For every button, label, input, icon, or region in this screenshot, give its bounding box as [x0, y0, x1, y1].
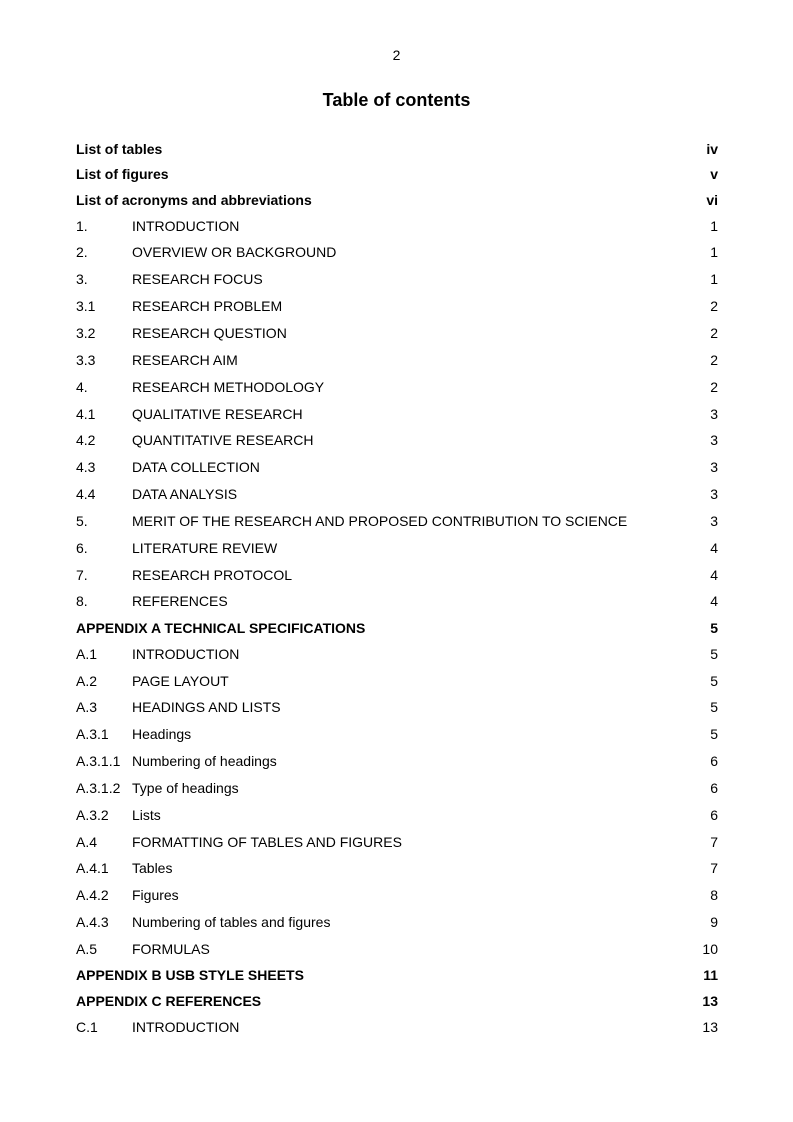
- toc-entry[interactable]: [76, 269, 718, 289]
- toc-entry-label: RESEARCH AIM: [132, 352, 238, 368]
- toc-entry-number: 1.: [76, 218, 88, 234]
- toc-entry-label: Type of headings: [132, 780, 239, 796]
- toc-entry-label: QUANTITATIVE RESEARCH: [132, 432, 314, 448]
- toc-entry-page: 7: [710, 860, 718, 876]
- toc-entry[interactable]: [76, 644, 718, 664]
- toc-entry-page: 5: [710, 699, 718, 715]
- toc-entry-label: Headings: [132, 726, 192, 742]
- toc-entry-label: OVERVIEW OR BACKGROUND: [132, 244, 337, 260]
- toc-entry[interactable]: [76, 190, 718, 210]
- toc-entry-label: APPENDIX C REFERENCES: [76, 993, 262, 1009]
- toc-entry-label: Tables: [132, 860, 173, 876]
- toc-entry-label: Numbering of tables and figures: [132, 914, 331, 930]
- toc-entry-number: C.1: [76, 1019, 98, 1035]
- toc-entry-number: A.3.1.1: [76, 753, 121, 769]
- toc-entry-label: REFERENCES: [132, 593, 228, 609]
- toc-entry-label: PAGE LAYOUT: [132, 673, 229, 689]
- toc-entry-page: 11: [703, 967, 718, 983]
- toc-entry[interactable]: [76, 377, 718, 397]
- toc-entry-page: iv: [706, 141, 718, 157]
- toc-entry[interactable]: [76, 296, 718, 316]
- toc-entry-label: APPENDIX B USB STYLE SHEETS: [76, 967, 304, 983]
- toc-entry-label: INTRODUCTION: [132, 218, 240, 234]
- toc-entry-number: 2.: [76, 244, 88, 260]
- toc-entry-label: List of figures: [76, 166, 169, 182]
- toc-entry-page: v: [710, 166, 718, 182]
- toc-entry-label: INTRODUCTION: [132, 1019, 240, 1035]
- toc-entry-number: A.4.1: [76, 860, 109, 876]
- toc-entry-page: 2: [710, 298, 718, 314]
- toc-entry-number: 3.3: [76, 352, 96, 368]
- toc-entry-number: 6.: [76, 540, 88, 556]
- toc-entry[interactable]: [76, 139, 718, 159]
- toc-entry-page: 7: [710, 834, 718, 850]
- toc-entry-number: 3.1: [76, 298, 96, 314]
- toc-entry-page: 3: [710, 459, 718, 475]
- toc-entry[interactable]: [76, 538, 718, 558]
- toc-entry-page: 2: [710, 352, 718, 368]
- toc-entry-number: 7.: [76, 567, 88, 583]
- toc-entry[interactable]: [76, 697, 718, 717]
- toc-entry-page: 5: [710, 673, 718, 689]
- toc-entry[interactable]: [76, 805, 718, 825]
- toc-entry-number: 3.: [76, 271, 88, 287]
- toc-entry-number: A.4.2: [76, 887, 109, 903]
- toc-entry-number: 4.: [76, 379, 88, 395]
- toc-entry-page: 9: [710, 914, 718, 930]
- toc-entry[interactable]: [76, 164, 718, 184]
- toc-entry-page: 4: [710, 540, 718, 556]
- toc-entry[interactable]: [76, 457, 718, 477]
- toc-entry-label: Numbering of headings: [132, 753, 277, 769]
- toc-entry[interactable]: [76, 430, 718, 450]
- toc-entry-label: MERIT OF THE RESEARCH AND PROPOSED CONTRIBUTION TO SCIENCE: [132, 513, 628, 529]
- toc-entry[interactable]: [76, 965, 718, 985]
- toc-entry-number: 4.3: [76, 459, 96, 475]
- toc-entry-page: 4: [710, 593, 718, 609]
- toc-entry[interactable]: [76, 724, 718, 744]
- toc-entry-label: RESEARCH PROBLEM: [132, 298, 283, 314]
- toc-entry-label: List of acronyms and abbreviations: [76, 192, 312, 208]
- toc-entry-page: 3: [710, 432, 718, 448]
- toc-entry[interactable]: [76, 939, 718, 959]
- toc-entry-page: 1: [710, 271, 718, 287]
- toc-entry-label: LITERATURE REVIEW: [132, 540, 278, 556]
- toc-entry-label: FORMATTING OF TABLES AND FIGURES: [132, 834, 402, 850]
- toc-entry-page: 5: [710, 646, 718, 662]
- toc-entry[interactable]: [76, 350, 718, 370]
- toc-entry-page: 1: [710, 244, 718, 260]
- toc-entry[interactable]: [76, 1017, 718, 1037]
- toc-entry[interactable]: [76, 618, 718, 638]
- toc-entry-number: A.5: [76, 941, 98, 957]
- toc-entry-page: 13: [702, 1019, 718, 1035]
- toc-entry[interactable]: [76, 778, 718, 798]
- toc-entry-number: A.3.2: [76, 807, 109, 823]
- toc-entry-page: 4: [710, 567, 718, 583]
- toc-entry[interactable]: [76, 323, 718, 343]
- toc-entry[interactable]: [76, 404, 718, 424]
- toc-entry-page: 13: [702, 993, 718, 1009]
- toc-entry-page: 3: [710, 406, 718, 422]
- toc-entry-label: DATA ANALYSIS: [132, 486, 238, 502]
- toc-entry-page: 5: [710, 620, 718, 636]
- toc-entry[interactable]: [76, 591, 718, 611]
- toc-entry-number: A.3: [76, 699, 98, 715]
- toc-entry[interactable]: [76, 858, 718, 878]
- toc-entry-label: List of tables: [76, 141, 163, 157]
- toc-entry-label: RESEARCH QUESTION: [132, 325, 287, 341]
- toc-entry-number: A.3.1.2: [76, 780, 121, 796]
- toc-entry-number: A.1: [76, 646, 98, 662]
- toc-entry-number: 4.2: [76, 432, 96, 448]
- toc-entry-label: RESEARCH FOCUS: [132, 271, 263, 287]
- toc-entry-page: 6: [710, 780, 718, 796]
- toc-entry-number: 3.2: [76, 325, 96, 341]
- toc-entry[interactable]: [76, 751, 718, 771]
- toc-entry[interactable]: [76, 216, 718, 236]
- toc-entry-number: A.4: [76, 834, 98, 850]
- toc-entry[interactable]: [76, 671, 718, 691]
- toc-entry-label: FORMULAS: [132, 941, 210, 957]
- toc-entry-number: A.4.3: [76, 914, 109, 930]
- toc-entry[interactable]: [76, 484, 718, 504]
- toc-entry[interactable]: [76, 991, 718, 1011]
- toc-entry-label: HEADINGS AND LISTS: [132, 699, 281, 715]
- toc-entry-number: 4.1: [76, 406, 96, 422]
- toc-entry[interactable]: [76, 242, 718, 262]
- toc-entry-label: QUALITATIVE RESEARCH: [132, 406, 303, 422]
- page-number: 2: [392, 47, 401, 63]
- toc-entry-label: Lists: [132, 807, 161, 823]
- toc-entry[interactable]: [76, 912, 718, 932]
- toc-entry-page: 5: [710, 726, 718, 742]
- toc-entry-page: 8: [710, 887, 718, 903]
- toc-entry-page: 2: [710, 379, 718, 395]
- toc-entry[interactable]: [76, 565, 718, 585]
- toc-entry-number: A.3.1: [76, 726, 109, 742]
- toc-entry[interactable]: [76, 511, 718, 531]
- toc-entry-label: Figures: [132, 887, 179, 903]
- toc-entry-number: 4.4: [76, 486, 96, 502]
- toc-entry-page: 10: [702, 941, 718, 957]
- toc-entry-label: DATA COLLECTION: [132, 459, 260, 475]
- toc-entry[interactable]: [76, 832, 718, 852]
- toc-entry-number: A.2: [76, 673, 98, 689]
- toc-entry-label: INTRODUCTION: [132, 646, 240, 662]
- toc-entry-number: 5.: [76, 513, 88, 529]
- toc-entry[interactable]: [76, 885, 718, 905]
- toc-entry-page: 3: [710, 513, 718, 529]
- toc-entry-label: APPENDIX A TECHNICAL SPECIFICATIONS: [76, 620, 366, 636]
- toc-entry-page: 6: [710, 807, 718, 823]
- toc-entry-page: 3: [710, 486, 718, 502]
- toc-entry-page: vi: [706, 192, 718, 208]
- toc-entry-page: 1: [710, 218, 718, 234]
- toc-entry-page: 6: [710, 753, 718, 769]
- toc-entry-number: 8.: [76, 593, 88, 609]
- toc-entry-label: RESEARCH PROTOCOL: [132, 567, 292, 583]
- toc-entry-page: 2: [710, 325, 718, 341]
- toc-entry-label: RESEARCH METHODOLOGY: [132, 379, 325, 395]
- page-title: Table of contents: [322, 90, 471, 110]
